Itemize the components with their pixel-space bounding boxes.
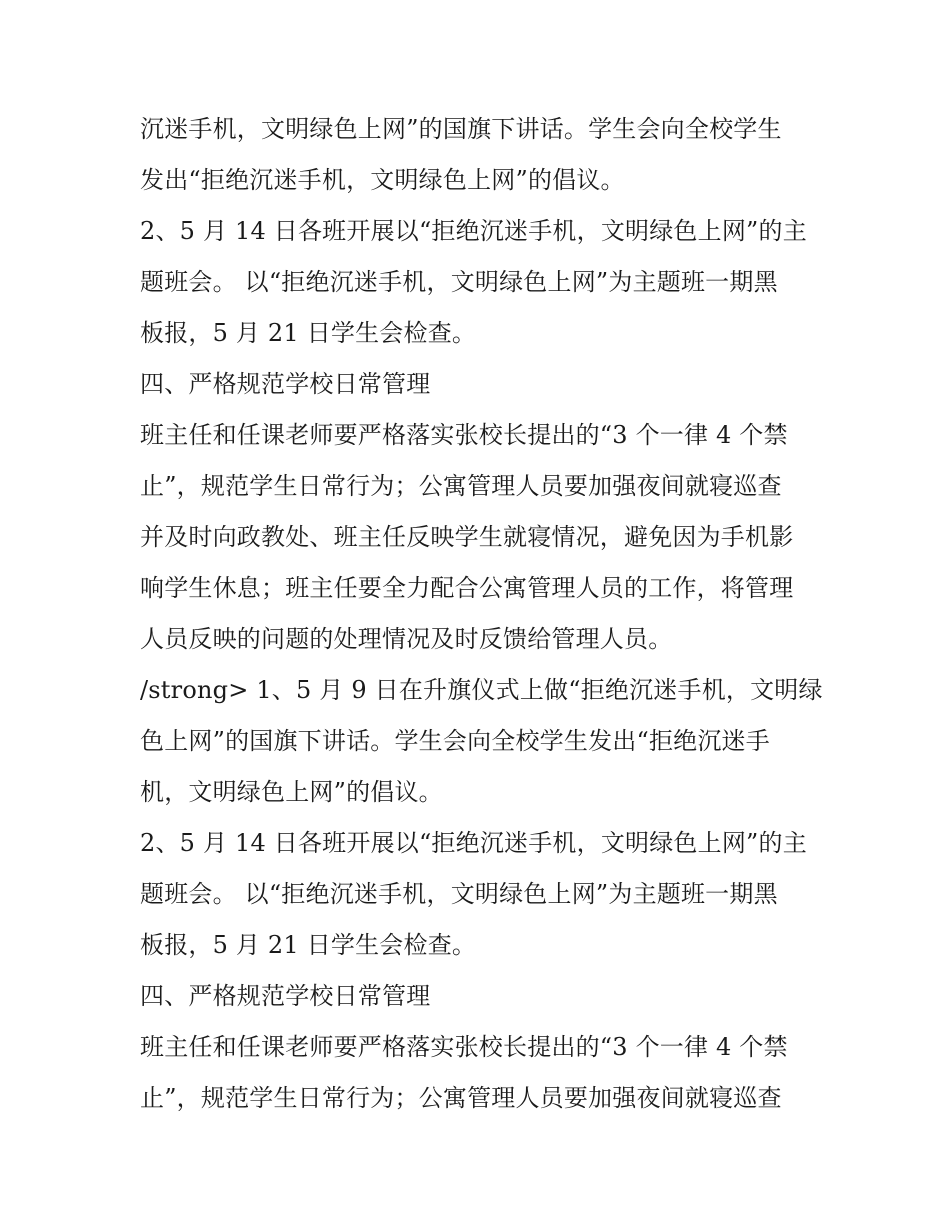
text-line: 板报，5 月 21 日学生会检查。 [140,931,477,959]
text-line: 2、5 月 14 日各班开展以“拒绝沉迷手机，文明绿色上网”的主 [140,217,807,245]
text-line: 人员反映的问题的处理情况及时反馈给管理人员。 [140,625,673,653]
text-line: 题班会。 以“拒绝沉迷手机，文明绿色上网”为主题班一期黑 [140,880,778,908]
text-line: 2、5 月 14 日各班开展以“拒绝沉迷手机，文明绿色上网”的主 [140,829,807,857]
section-heading: 四、严格规范学校日常管理 [140,982,431,1010]
text-line: 班主任和任课老师要严格落实张校长提出的“3 个一律 4 个禁 [140,1033,788,1061]
text-line: /strong> 1、5 月 9 日在升旗仪式上做“拒绝沉迷手机，文明绿 [140,676,823,704]
text-line: 机，文明绿色上网”的倡议。 [140,778,443,806]
text-line: 板报，5 月 21 日学生会检查。 [140,319,477,347]
text-line: 题班会。 以“拒绝沉迷手机，文明绿色上网”为主题班一期黑 [140,268,778,296]
text-line: 班主任和任课老师要严格落实张校长提出的“3 个一律 4 个禁 [140,421,788,449]
text-line: 色上网”的国旗下讲话。学生会向全校学生发出“拒绝沉迷手 [140,727,770,755]
text-line: 止”，规范学生日常行为；公寓管理人员要加强夜间就寝巡查 [140,472,782,500]
text-line: 沉迷手机，文明绿色上网”的国旗下讲话。学生会向全校学生 [140,115,782,143]
text-line: 响学生休息；班主任要全力配合公寓管理人员的工作，将管理 [140,574,794,602]
text-line: 并及时向政教处、班主任反映学生就寝情况，避免因为手机影 [140,523,794,551]
document-body [140,104,823,1124]
text-line: 发出“拒绝沉迷手机，文明绿色上网”的倡议。 [140,166,625,194]
section-heading: 四、严格规范学校日常管理 [140,370,431,398]
text-line: 止”，规范学生日常行为；公寓管理人员要加强夜间就寝巡查 [140,1084,782,1112]
